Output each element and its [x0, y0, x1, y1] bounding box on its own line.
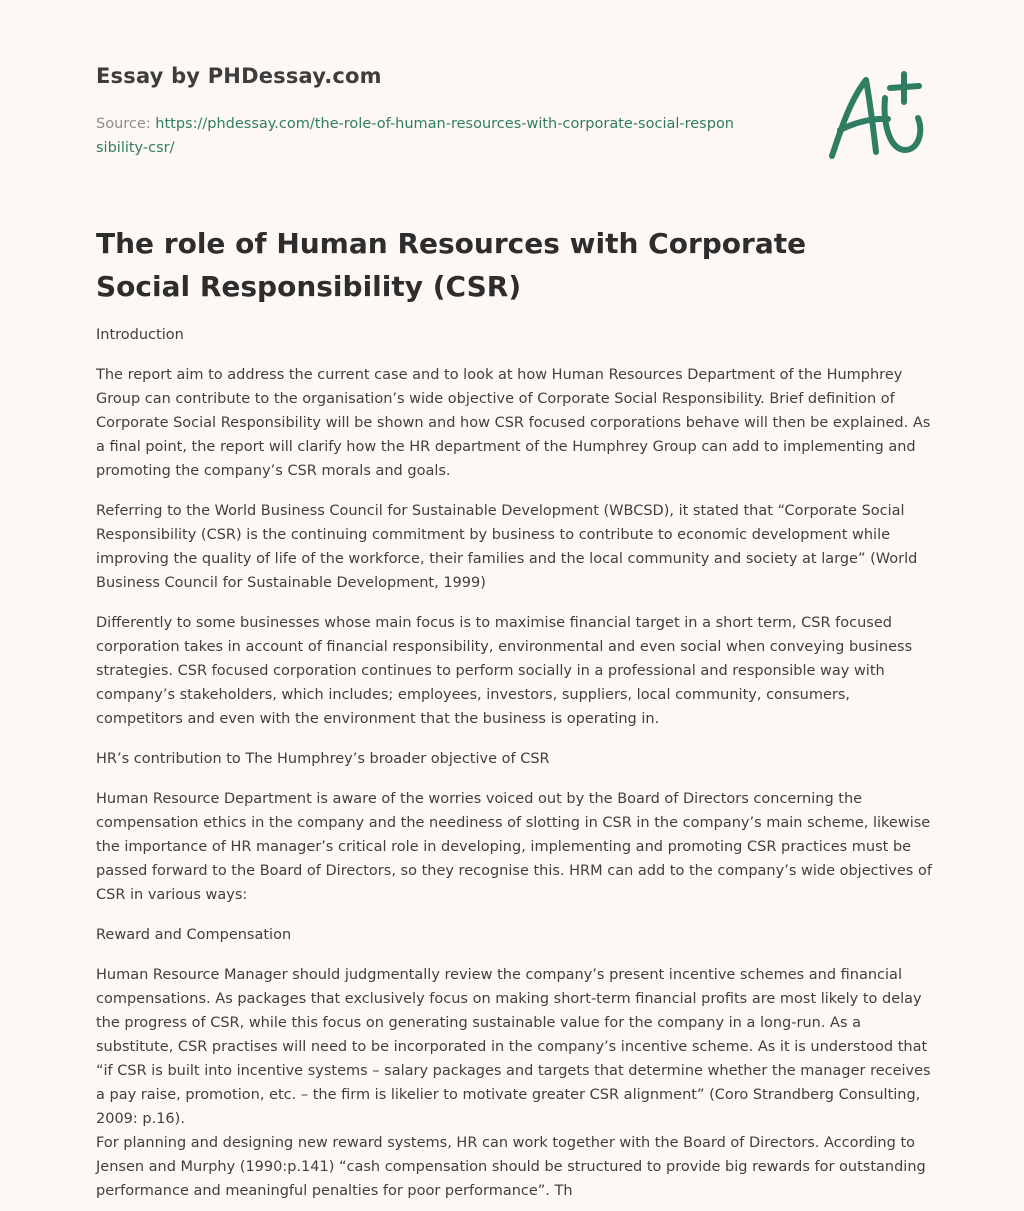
section-heading-hr-contribution: HR’s contribution to The Humphrey’s broader objective of CSR — [96, 751, 550, 767]
body-paragraph: The report aim to address the current case and to look at how Human Resources Department of the Humphrey Group can contribute to the organisation’s wide objective of Corporate Social Responsibility. Brief definition of Corporate Social Responsibility will be shown and how CSR focused corporations behave will then be explained. As a final point, the report will clarify how the HR department of the Humphrey Group can add to implementing and promoting the company’s CSR morals and goals. — [96, 367, 931, 479]
section-heading-reward: Reward and Compensation — [96, 927, 292, 943]
site-brand: Essay by PHDessay.com — [96, 64, 382, 88]
essay-title: The role of Human Resources with Corporate Social Responsibility (CSR) — [96, 227, 807, 303]
body-paragraph-truncated: For planning and designing new reward systems, HR can work together with the Board of Directors. According to Jensen and Murphy (1990:p.141) “cash compensation should be structured to provide big rewards for outstanding performance and meaningful penalties for poor performance”. Th — [96, 1135, 926, 1199]
source-link[interactable]: https://phdessay.com/the-role-of-human-resources-with-corporate-social-responsibility-csr/ — [96, 116, 735, 156]
a-plus-grade-icon — [826, 68, 926, 164]
body-paragraph: Human Resource Manager should judgmentally review the company’s present incentive schemes and financial compensations. As packages that exclusively focus on making short-term financial profits are most likely to delay the progress of CSR, while this focus on generating sustainable value for the company in a long-run. As a substitute, CSR practises will need to be incorporated in the company’s incentive scheme. As it is understood that “if CSR is built into incentive systems – salary packages and targets that determine whether the manager receives a pay raise, promotion, etc. – the firm is likelier to motivate greater CSR alignment” (Coro Strandberg Consulting, 2009: p.16). — [96, 967, 931, 1127]
essay-body — [96, 323, 936, 1203]
body-paragraph: Human Resource Department is aware of the worries voiced out by the Board of Directors concerning the compensation ethics in the company and the neediness of slotting in CSR in the company’s main scheme, likewise the importance of HR manager’s critical role in developing, implementing and promoting CSR practices must be passed forward to the Board of Directors, so they recognise this. HRM can add to the company’s wide objectives of CSR in various ways: — [96, 791, 932, 903]
body-paragraph: Referring to the World Business Council for Sustainable Development (WBCSD), it stated that “Corporate Social Responsibility (CSR) is the continuing commitment by business to contribute to economic development while improving the quality of life of the workforce, their families and the local community and society at large” (World Business Council for Sustainable Development, 1999) — [96, 503, 918, 591]
body-paragraph: Differently to some businesses whose main focus is to maximise financial target in a short term, CSR focused corporation takes in account of financial responsibility, environmental and even social when conveying business strategies. CSR focused corporation continues to perform socially in a professional and responsible way with company’s stakeholders, which includes; employees, investors, suppliers, local community, consumers, competitors and even with the environment that the business is operating in. — [96, 615, 913, 727]
source-line — [96, 112, 736, 160]
section-heading-introduction: Introduction — [96, 327, 184, 343]
source-label: Source: — [96, 116, 156, 132]
